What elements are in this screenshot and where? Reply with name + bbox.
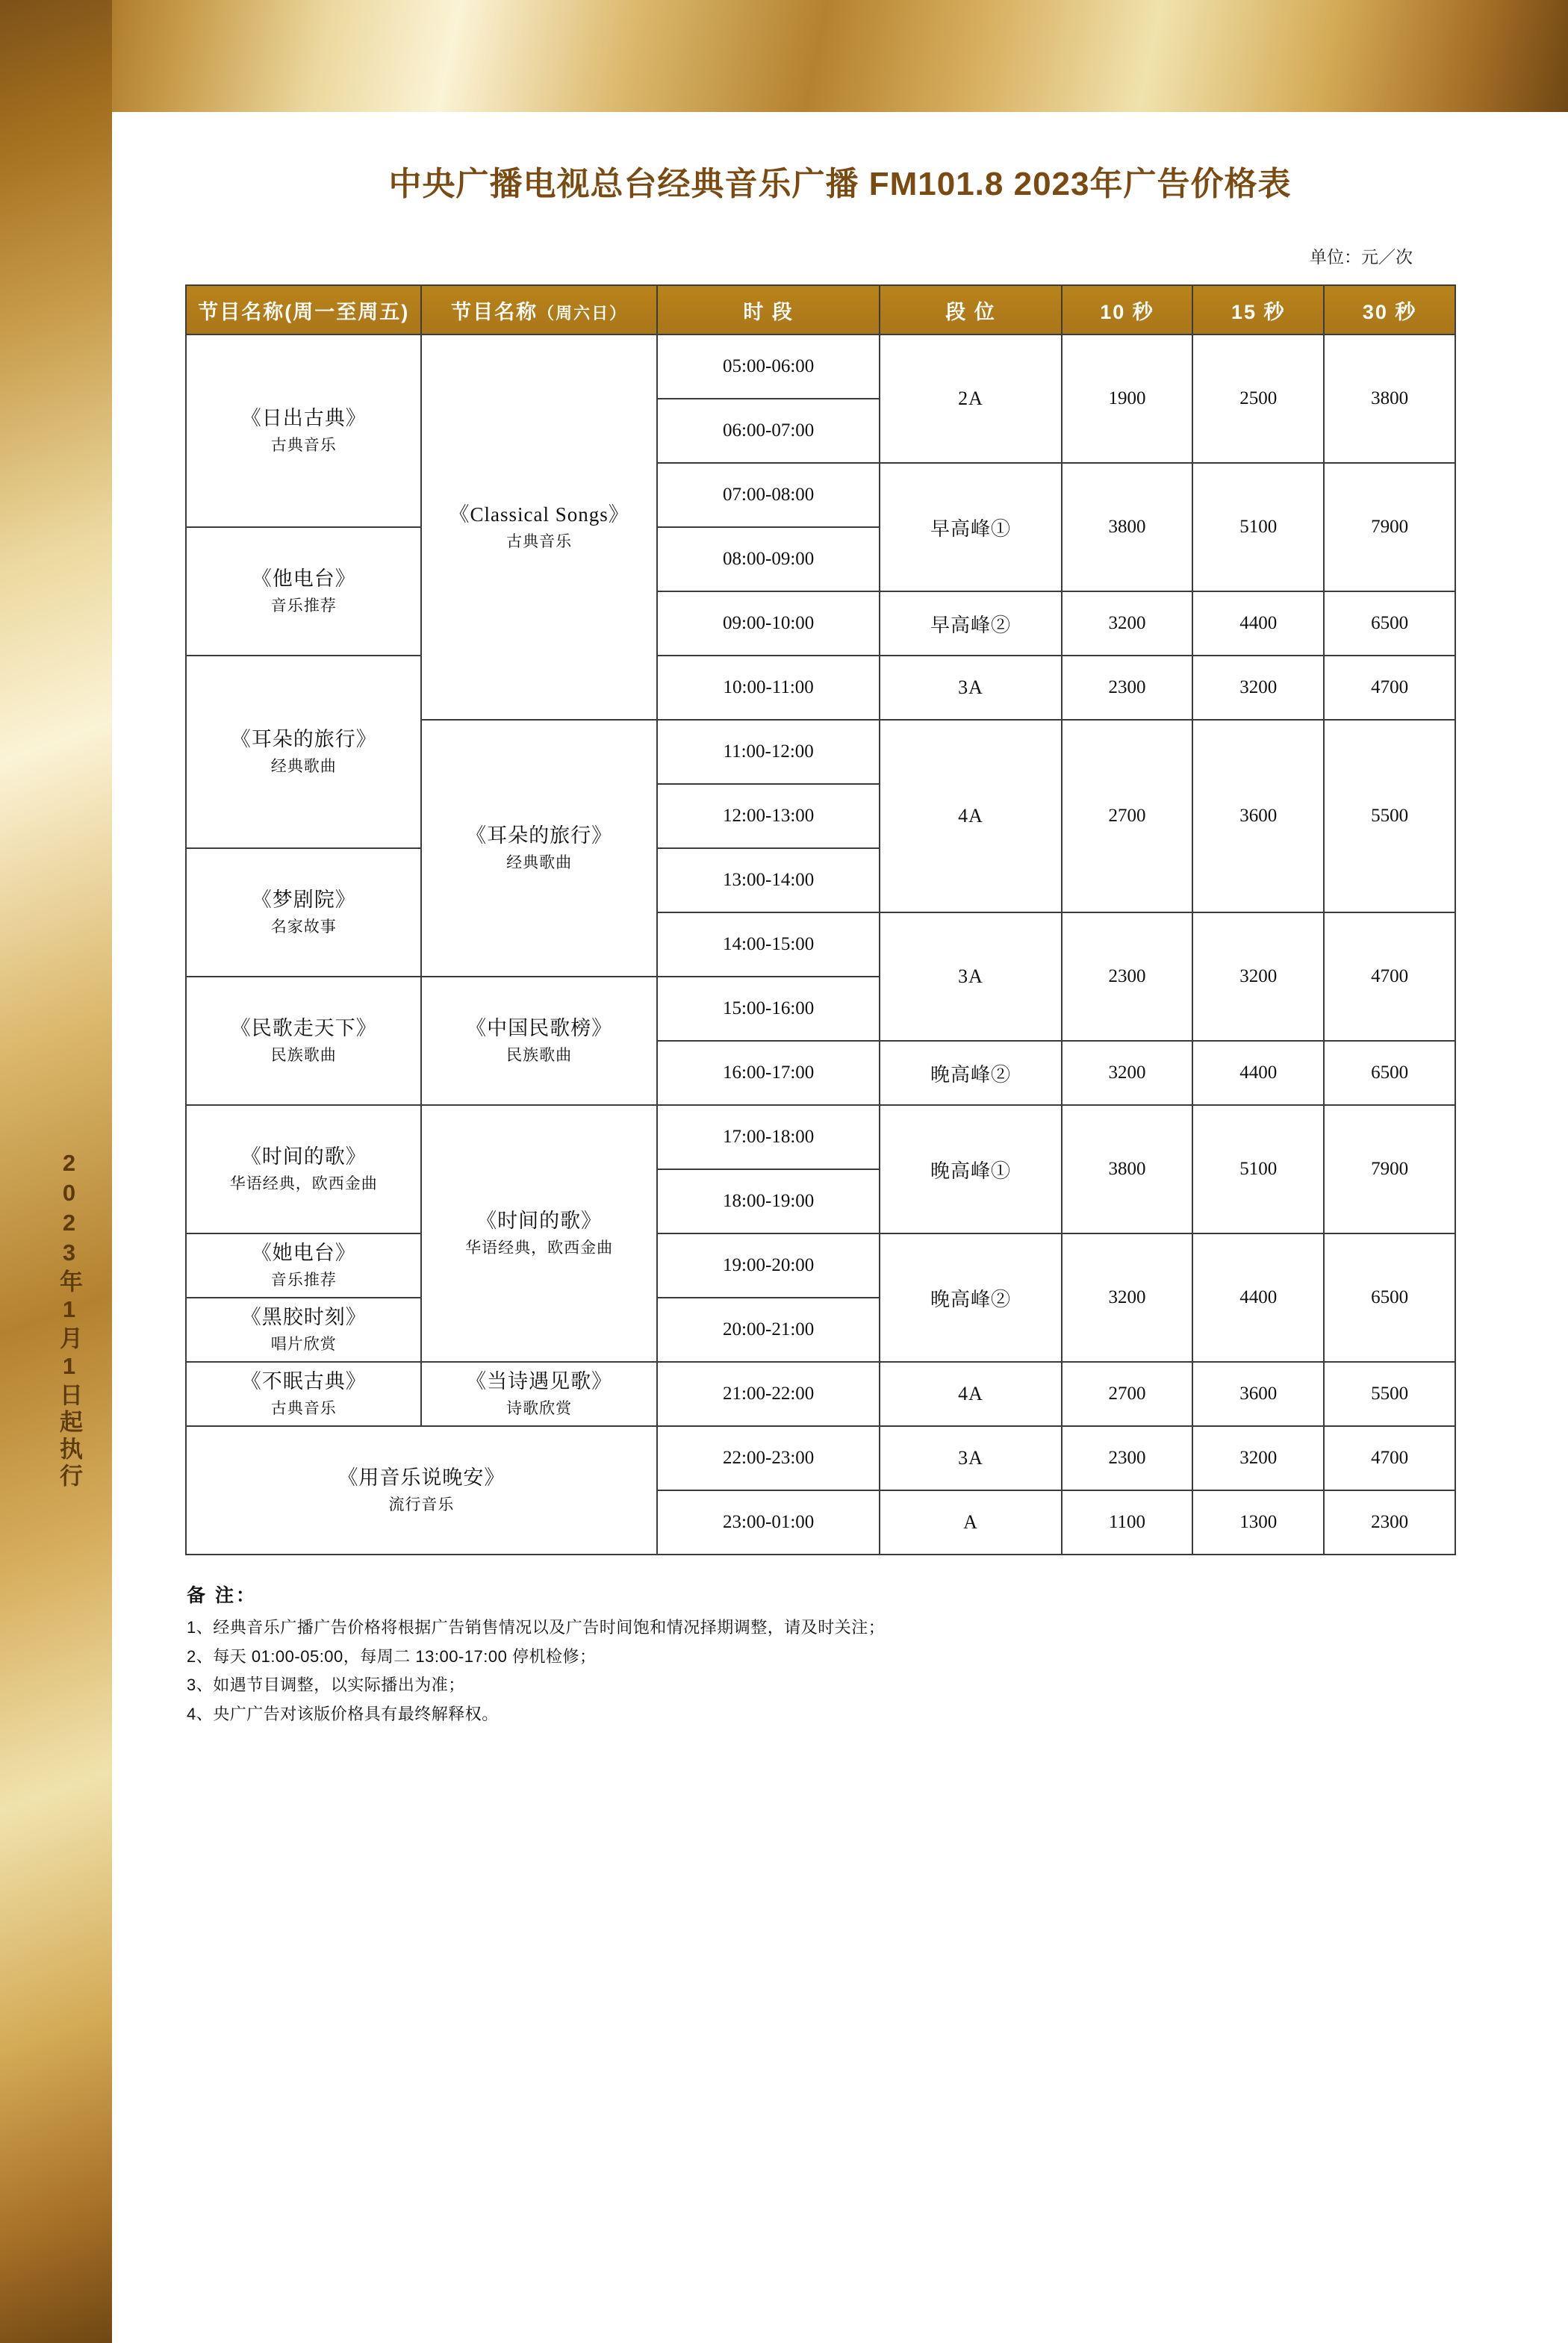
price-sec15: 4400	[1192, 1041, 1324, 1105]
time-slot-cell: 15:00-16:00	[657, 977, 880, 1041]
header-sec10: 10 秒	[1062, 285, 1193, 335]
program-sub: 流行音乐	[388, 1496, 455, 1514]
list-item: 3、如遇节目调整，以实际播出为准；	[187, 1675, 465, 1694]
price-sec30: 3800	[1324, 335, 1455, 463]
weekday-program-cell	[186, 848, 421, 977]
weekend-program-cell	[421, 1105, 656, 1362]
weekday-program-sub: 音乐推荐	[270, 1271, 337, 1289]
time-slot-cell: 22:00-23:00	[657, 1426, 880, 1490]
weekday-program-cell	[186, 527, 421, 656]
weekday-program-sub: 古典音乐	[270, 1399, 337, 1418]
weekend-program-sub: 古典音乐	[506, 532, 573, 551]
price-sec30: 4700	[1324, 1426, 1455, 1490]
weekday-program-sub: 华语经典，欧西金曲	[229, 1174, 378, 1193]
weekday-program-cell	[186, 1105, 421, 1233]
weekday-program-name: 《不眠古典》	[240, 1369, 367, 1393]
time-slot-cell: 06:00-07:00	[657, 399, 880, 463]
time-slot-cell: 12:00-13:00	[657, 784, 880, 848]
unit-note: 单位：元／次	[1310, 247, 1413, 267]
weekday-program-cell	[186, 977, 421, 1105]
price-sec30: 7900	[1324, 463, 1455, 591]
time-slot-cell: 05:00-06:00	[657, 335, 880, 399]
time-slot-cell: 21:00-22:00	[657, 1362, 880, 1426]
time-slot-cell: 18:00-19:00	[657, 1169, 880, 1233]
time-slot-cell: 13:00-14:00	[657, 848, 880, 912]
weekday-program-name: 《日出古典》	[240, 406, 367, 429]
price-sec10: 3800	[1062, 463, 1193, 591]
segment-cell: 晚高峰②	[880, 1041, 1061, 1105]
weekend-program-sub: 经典歌曲	[506, 853, 573, 872]
price-table	[185, 284, 1456, 1555]
price-sec10: 2700	[1062, 720, 1193, 912]
weekend-program-cell	[421, 335, 656, 720]
price-sec15: 4400	[1192, 1233, 1324, 1362]
weekend-program-sub: 华语经典，欧西金曲	[465, 1239, 614, 1257]
price-sec15: 3600	[1192, 1362, 1324, 1426]
weekend-program-sub: 诗歌欣赏	[506, 1399, 573, 1418]
segment-cell: 2A	[880, 335, 1061, 463]
time-slot-cell: 16:00-17:00	[657, 1041, 880, 1105]
table-row	[186, 335, 1455, 399]
time-slot-cell: 07:00-08:00	[657, 463, 880, 527]
notes-title: 备 注：	[187, 1585, 257, 1606]
weekday-program-sub: 民族歌曲	[270, 1046, 337, 1065]
table-header-row	[186, 285, 1455, 335]
time-slot-cell: 09:00-10:00	[657, 591, 880, 656]
header-segment: 段 位	[880, 285, 1061, 335]
table-row	[186, 656, 1455, 720]
weekday-program-sub: 古典音乐	[270, 436, 337, 455]
weekday-program-name: 《她电台》	[251, 1241, 356, 1264]
table-row	[186, 1105, 1455, 1169]
price-sec10: 2700	[1062, 1362, 1193, 1426]
segment-cell: 3A	[880, 656, 1061, 720]
time-slot-cell: 14:00-15:00	[657, 912, 880, 977]
notes-section	[187, 1581, 1568, 1729]
price-sec15: 5100	[1192, 1105, 1324, 1233]
price-sec10: 3800	[1062, 1105, 1193, 1233]
table-row	[186, 1362, 1455, 1426]
gold-border-top	[0, 0, 1568, 112]
weekday-program-sub: 唱片欣赏	[270, 1335, 337, 1354]
segment-cell: 3A	[880, 1426, 1061, 1490]
weekday-program-sub: 经典歌曲	[270, 757, 337, 776]
time-slot-cell: 08:00-09:00	[657, 527, 880, 591]
weekend-program-name: 《时间的歌》	[476, 1209, 603, 1232]
weekend-program-name: 《中国民歌榜》	[466, 1016, 613, 1039]
weekend-program-name: 《当诗遇见歌》	[466, 1369, 613, 1393]
weekend-program-cell	[421, 720, 656, 977]
price-sec30: 6500	[1324, 591, 1455, 656]
price-sec30: 7900	[1324, 1105, 1455, 1233]
list-item: 1、经典音乐广播广告价格将根据广告销售情况以及广告时间饱和情况择期调整，请及时关注；	[187, 1618, 886, 1637]
price-sec10: 1900	[1062, 335, 1193, 463]
weekday-program-cell	[186, 335, 421, 527]
weekend-program-name: 《Classical Songs》	[449, 502, 629, 526]
weekend-program-sub: 民族歌曲	[506, 1046, 573, 1065]
list-item: 2、每天 01:00-05:00，每周二 13:00-17:00 停机检修；	[187, 1646, 597, 1666]
document-content	[112, 112, 1568, 1729]
price-sec30: 5500	[1324, 1362, 1455, 1426]
price-sec15: 4400	[1192, 591, 1324, 656]
time-slot-cell: 19:00-20:00	[657, 1233, 880, 1298]
segment-cell: 早高峰①	[880, 463, 1061, 591]
price-sec15: 2500	[1192, 335, 1324, 463]
header-weekend-program	[421, 285, 656, 335]
weekday-program-name: 《他电台》	[251, 567, 356, 590]
time-slot-cell: 11:00-12:00	[657, 720, 880, 784]
notes-list	[187, 1614, 1568, 1729]
price-sec15: 3200	[1192, 1426, 1324, 1490]
segment-cell: 3A	[880, 912, 1061, 1041]
list-item: 4、央广广告对该版价格具有最终解释权。	[187, 1704, 499, 1723]
table-row	[186, 1233, 1455, 1298]
header-weekday-program: 节目名称(周一至周五)	[186, 285, 421, 335]
time-slot-cell: 17:00-18:00	[657, 1105, 880, 1169]
segment-cell: 4A	[880, 720, 1061, 912]
price-sec30: 4700	[1324, 912, 1455, 1041]
time-slot-cell: 23:00-01:00	[657, 1490, 880, 1555]
segment-cell: A	[880, 1490, 1061, 1555]
price-sec10: 3200	[1062, 1233, 1193, 1362]
table-row	[186, 1426, 1455, 1490]
price-sec30: 2300	[1324, 1490, 1455, 1555]
price-sec10: 1100	[1062, 1490, 1193, 1555]
price-sec30: 6500	[1324, 1233, 1455, 1362]
effective-date-sidebar: 2023年1月1日起执行	[56, 1150, 82, 1490]
program-name: 《用音乐说晚安》	[337, 1466, 505, 1489]
weekday-program-cell	[186, 1233, 421, 1298]
weekday-program-name: 《耳朵的旅行》	[230, 727, 377, 750]
price-sec10: 2300	[1062, 912, 1193, 1041]
price-sec30: 5500	[1324, 720, 1455, 912]
weekday-program-cell	[186, 1362, 421, 1426]
time-slot-cell: 20:00-21:00	[657, 1298, 880, 1362]
price-sec10: 3200	[1062, 591, 1193, 656]
price-sec10: 2300	[1062, 1426, 1193, 1490]
header-sec15: 15 秒	[1192, 285, 1324, 335]
weekend-program-cell	[421, 977, 656, 1105]
weekday-program-name: 《民歌走天下》	[230, 1016, 377, 1039]
price-sec30: 4700	[1324, 656, 1455, 720]
page-title: 中央广播电视总台经典音乐广播 FM101.8 2023年广告价格表	[388, 166, 1292, 202]
weekend-program-cell	[421, 1362, 656, 1426]
program-cell-shared	[186, 1426, 657, 1555]
price-sec30: 6500	[1324, 1041, 1455, 1105]
weekday-program-cell	[186, 656, 421, 848]
price-sec10: 3200	[1062, 1041, 1193, 1105]
weekday-program-sub: 名家故事	[270, 918, 337, 936]
segment-cell: 早高峰②	[880, 591, 1061, 656]
price-sec15: 1300	[1192, 1490, 1324, 1555]
header-weekend-program-label: 节目名称	[451, 300, 538, 323]
weekend-program-name: 《耳朵的旅行》	[466, 824, 613, 847]
header-time-slot: 时 段	[657, 285, 880, 335]
price-sec10: 2300	[1062, 656, 1193, 720]
weekday-program-cell	[186, 1298, 421, 1362]
segment-cell: 4A	[880, 1362, 1061, 1426]
price-sec15: 3200	[1192, 656, 1324, 720]
weekday-program-name: 《时间的歌》	[240, 1145, 367, 1168]
header-weekend-program-sub: （周六日）	[538, 303, 628, 323]
price-sec15: 3200	[1192, 912, 1324, 1041]
segment-cell: 晚高峰②	[880, 1233, 1061, 1362]
price-sec15: 3600	[1192, 720, 1324, 912]
header-sec30: 30 秒	[1324, 285, 1455, 335]
price-sec15: 5100	[1192, 463, 1324, 591]
weekday-program-sub: 音乐推荐	[270, 597, 337, 615]
segment-cell: 晚高峰①	[880, 1105, 1061, 1233]
weekday-program-name: 《黑胶时刻》	[240, 1305, 367, 1328]
time-slot-cell: 10:00-11:00	[657, 656, 880, 720]
weekday-program-name: 《梦剧院》	[251, 888, 356, 911]
